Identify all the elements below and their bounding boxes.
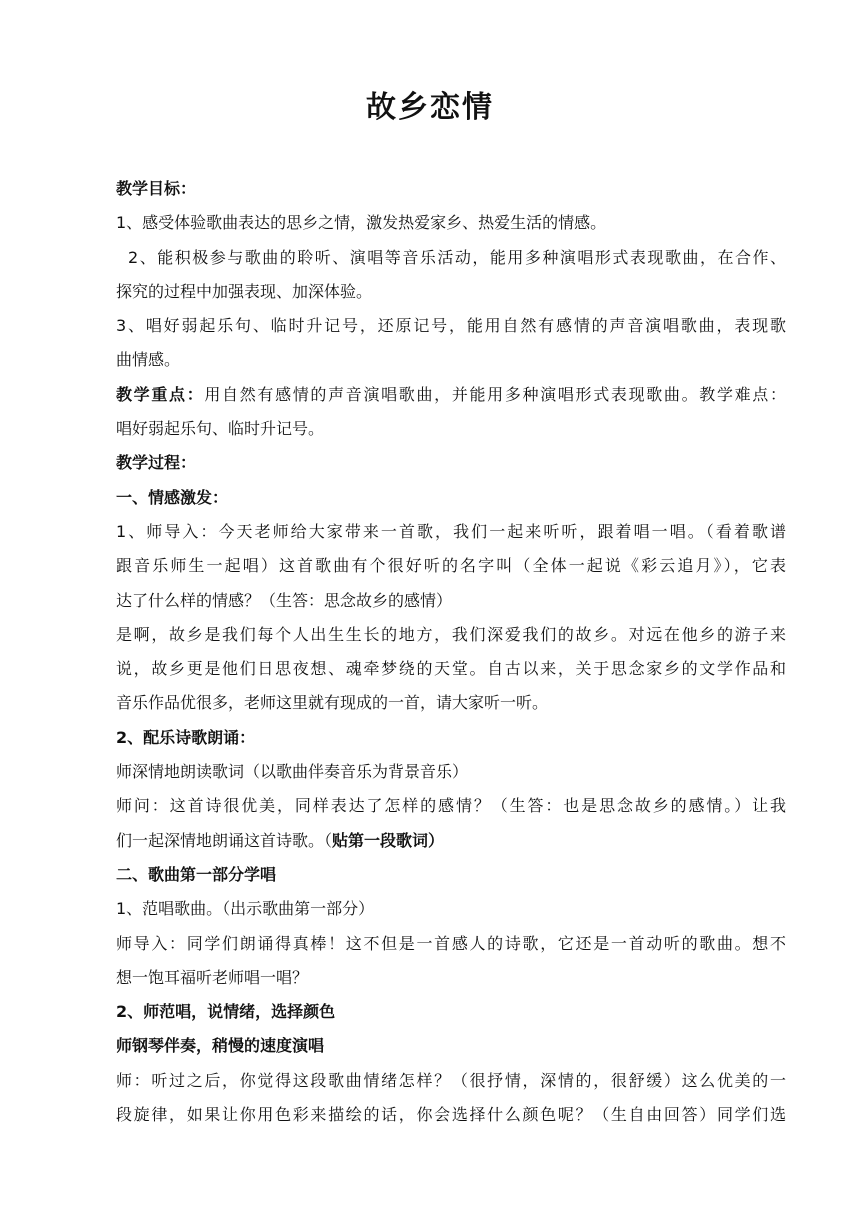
s1-paragraph-1-line-2: 跟音乐师生一起唱）这首歌曲有个很好听的名字叫（全体一起说《彩云追月》），它表 bbox=[116, 556, 786, 576]
s1-paragraph-2-line-1: 是啊，故乡是我们每个人出生生长的地方，我们深爱我们的故乡。对远在他乡的游子来 bbox=[116, 624, 786, 644]
key-points-label: 教学重点： bbox=[116, 384, 205, 404]
s1-sub2-text-2-line-1: 师问：这首诗很优美，同样表达了怎样的感情？（生答：也是思念故乡的感情。）让我 bbox=[116, 796, 786, 816]
s2-paragraph-3-line-1: 师：听过之后，你觉得这段歌曲情绪怎样？（很抒情，深情的，很舒缓）这么优美的一 bbox=[116, 1070, 786, 1090]
process-heading: 教学过程： bbox=[116, 453, 197, 473]
goal-item-2-line-2: 探究的过程中加强表现、加深体验。 bbox=[116, 281, 373, 301]
s2-paragraph-2-line-1: 师导入：同学们朗诵得真棒！这不但是一首感人的诗歌，它还是一首动听的歌曲。想不 bbox=[116, 933, 786, 953]
s1-paragraph-1-line-1: 1、师导入：今天老师给大家带来一首歌，我们一起来听听，跟着唱一唱。（看着歌谱 bbox=[116, 521, 786, 541]
document-body bbox=[116, 172, 786, 1132]
goals-heading: 教学目标： bbox=[116, 179, 197, 198]
goal-item-3-line-1: 3、唱好弱起乐句、临时升记号，还原记号，能用自然有感情的声音演唱歌曲，表现歌 bbox=[116, 316, 786, 336]
goal-item-3-line-2: 曲情感。 bbox=[116, 350, 181, 370]
s2-paragraph-2-line-2: 想一饱耳福听老师唱一唱？ bbox=[116, 967, 309, 987]
s1-sub2-text-2-part-a: 们一起深情地朗诵这首诗歌。（ bbox=[116, 830, 333, 850]
key-points-line-2: 唱好弱起乐句、临时升记号。 bbox=[116, 419, 325, 439]
s2-paragraph-1: 1、范唱歌曲。（出示歌曲第一部分） bbox=[116, 899, 375, 919]
section-2-heading: 二、歌曲第一部分学唱 bbox=[116, 864, 277, 884]
s2-sub2-bold-note: 师钢琴伴奏，稍慢的速度演唱 bbox=[116, 1036, 325, 1056]
s1-paragraph-2-line-3: 音乐作品优很多，老师这里就有现成的一首，请大家听一听。 bbox=[116, 693, 549, 713]
s1-sub2-text-2-line-2 bbox=[116, 824, 786, 858]
s2-sub-heading-2: 2、师范唱，说情绪，选择颜色 bbox=[116, 1002, 336, 1022]
goal-item-2-line-1: 2、能积极参与歌曲的聆听、演唱等音乐活动，能用多种演唱形式表现歌曲，在合作、 bbox=[128, 247, 786, 267]
s1-sub-heading-2: 2、配乐诗歌朗诵： bbox=[116, 727, 256, 747]
key-points-line-1 bbox=[116, 378, 786, 412]
s1-paragraph-1-line-3: 达了什么样的情感？（生答：思念故乡的感情） bbox=[116, 590, 453, 610]
s1-sub2-text-2-part-b: 贴第一段歌词） bbox=[332, 830, 445, 850]
s2-paragraph-3-line-2: 段旋律，如果让你用色彩来描绘的话，你会选择什么颜色呢？（生自由回答）同学们选 bbox=[116, 1105, 786, 1125]
goal-item-1: 1、感受体验歌曲表达的思乡之情，激发热爱家乡、热爱生活的情感。 bbox=[116, 213, 607, 233]
page-title: 故乡恋情 bbox=[366, 90, 494, 125]
s1-sub2-text-1: 师深情地朗读歌词（以歌曲伴奏音乐为背景音乐） bbox=[116, 762, 469, 782]
s1-paragraph-2-line-2: 说，故乡更是他们日思夜想、魂牵梦绕的天堂。自古以来，关于思念家乡的文学作品和 bbox=[116, 659, 786, 679]
key-points-text: 用自然有感情的声音演唱歌曲，并能用多种演唱形式表现歌曲。教学难点： bbox=[204, 384, 786, 404]
section-1-heading: 一、情感激发： bbox=[116, 487, 229, 507]
